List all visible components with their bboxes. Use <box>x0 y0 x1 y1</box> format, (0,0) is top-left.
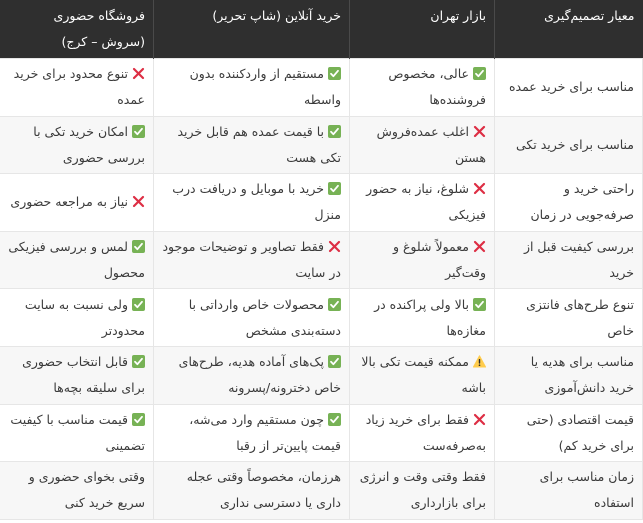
physical-store-cell <box>0 404 154 462</box>
tehran-bazaar-cell <box>350 116 495 174</box>
cell-text: ولی نسبت به سایت محدودتر <box>24 296 145 338</box>
cell-text: مستقیم از واردکننده بدون واسطه <box>189 66 341 108</box>
cell-text: عالی، مخصوص فروشنده‌ها <box>388 66 486 108</box>
criterion-cell <box>495 404 643 462</box>
cell-text: فقط برای خرید زیاد به‌صرفه‌ست <box>365 411 486 453</box>
tehran-bazaar-cell <box>350 346 495 404</box>
criterion-cell <box>495 59 643 117</box>
cell-text: پک‌های آماده هدیه، طرح‌های خاص دخترونه/پسرونه <box>178 354 341 396</box>
criterion-text: مناسب برای خرید تکی <box>515 136 634 152</box>
physical-store-cell <box>0 174 154 232</box>
cell-text: وقتی بخوای حضوری و سریع خرید کنی <box>28 469 145 511</box>
cell-text: ممکنه قیمت تکی بالا باشه <box>361 354 486 396</box>
check-icon <box>132 355 145 368</box>
criterion-text: مناسب برای هدیه یا خرید دانش‌آموزی <box>530 354 634 396</box>
criterion-cell <box>495 346 643 404</box>
cell-text: فقط تصاویر و توضیحات موجود در سایت <box>162 239 341 281</box>
header-tehran-bazaar: بازار تهران <box>350 0 495 59</box>
cross-icon <box>473 413 486 426</box>
check-icon <box>328 182 341 195</box>
tehran-bazaar-cell <box>350 59 495 117</box>
cross-icon <box>473 125 486 138</box>
online-shop-cell <box>154 346 350 404</box>
cell-text: معمولاً شلوغ و وقت‌گیر <box>392 239 486 281</box>
check-icon <box>328 298 341 311</box>
table-row <box>0 404 643 462</box>
table-row <box>0 174 643 232</box>
tehran-bazaar-cell <box>350 404 495 462</box>
table-row <box>0 231 643 289</box>
check-icon <box>328 67 341 80</box>
physical-store-cell <box>0 231 154 289</box>
physical-store-cell <box>0 289 154 347</box>
check-icon <box>328 413 341 426</box>
criterion-cell <box>495 174 643 232</box>
criterion-text: راحتی خرید و صرفه‌جویی در زمان <box>530 181 634 223</box>
online-shop-cell <box>154 289 350 347</box>
header-criterion: معیار تصمیم‌گیری <box>495 0 643 59</box>
physical-store-cell <box>0 59 154 117</box>
criterion-cell <box>495 289 643 347</box>
cell-text: محصولات خاص وارداتی با دسته‌بندی مشخص <box>188 296 341 338</box>
cell-text: قابل انتخاب حضوری برای سلیقه بچه‌ها <box>22 354 145 396</box>
cell-text: فقط وقتی وقت و انرژی برای بازارداری <box>359 469 486 511</box>
check-icon <box>328 125 341 138</box>
physical-store-cell <box>0 116 154 174</box>
table-row <box>0 59 643 117</box>
criterion-text: مناسب برای خرید عمده <box>508 79 634 95</box>
physical-store-cell <box>0 462 154 520</box>
cell-text: بالا ولی پراکنده در مغازه‌ها <box>374 296 486 338</box>
cell-text: چون مستقیم وارد می‌شه، قیمت پایین‌تر از رقبا <box>189 411 341 453</box>
check-icon <box>132 240 145 253</box>
table-row <box>0 289 643 347</box>
criterion-cell <box>495 462 643 520</box>
cell-text: نیاز به مراجعه حضوری <box>10 194 128 210</box>
check-icon <box>132 125 145 138</box>
check-icon <box>132 298 145 311</box>
cross-icon <box>473 182 486 195</box>
cell-text: لمس و بررسی فیزیکی محصول <box>8 239 145 281</box>
check-icon <box>132 413 145 426</box>
table-row <box>0 116 643 174</box>
cell-text: شلوغ، نیاز به حضور فیزیکی <box>366 181 486 223</box>
tehran-bazaar-cell <box>350 462 495 520</box>
physical-store-cell <box>0 346 154 404</box>
check-icon <box>328 355 341 368</box>
table-row <box>0 462 643 520</box>
criterion-text: قیمت اقتصادی (حتی برای خرید کم) <box>526 411 634 453</box>
criterion-text: بررسی کیفیت قبل از خرید <box>523 239 634 281</box>
online-shop-cell <box>154 174 350 232</box>
cell-text: تنوع محدود برای خرید عمده <box>13 66 145 108</box>
cross-icon <box>132 195 145 208</box>
table-header-row <box>0 0 643 59</box>
cell-text: هرزمان، مخصوصاً وقتی عجله داری یا دسترسی نداری <box>186 469 341 511</box>
table-row <box>0 346 643 404</box>
cell-text: امکان خرید تکی با بررسی حضوری <box>33 123 145 165</box>
criterion-cell <box>495 116 643 174</box>
criterion-cell <box>495 231 643 289</box>
online-shop-cell <box>154 231 350 289</box>
cell-text: اغلب عمده‌فروش هستن <box>376 123 486 165</box>
online-shop-cell <box>154 116 350 174</box>
cell-text: قیمت مناسب با کیفیت تضمینی <box>10 411 145 453</box>
cross-icon <box>473 240 486 253</box>
online-shop-cell <box>154 404 350 462</box>
online-shop-cell <box>154 462 350 520</box>
cross-icon <box>132 67 145 80</box>
header-online-shop: خرید آنلاین (شاپ تحریر) <box>154 0 350 59</box>
cell-text: خرید با موبایل و دریافت درب منزل <box>172 181 341 223</box>
criterion-text: تنوع طرح‌های فانتزی خاص <box>526 296 634 338</box>
cell-text: با قیمت عمده هم قابل خرید تکی هست <box>177 123 341 165</box>
cross-icon <box>328 240 341 253</box>
tehran-bazaar-cell <box>350 174 495 232</box>
header-physical-store: فروشگاه حضوری (سروش – کرج) <box>0 0 154 59</box>
check-icon <box>473 67 486 80</box>
online-shop-cell <box>154 59 350 117</box>
warning-icon <box>473 355 486 368</box>
check-icon <box>473 298 486 311</box>
tehran-bazaar-cell <box>350 231 495 289</box>
criterion-text: زمان مناسب برای استفاده <box>539 469 634 511</box>
tehran-bazaar-cell <box>350 289 495 347</box>
